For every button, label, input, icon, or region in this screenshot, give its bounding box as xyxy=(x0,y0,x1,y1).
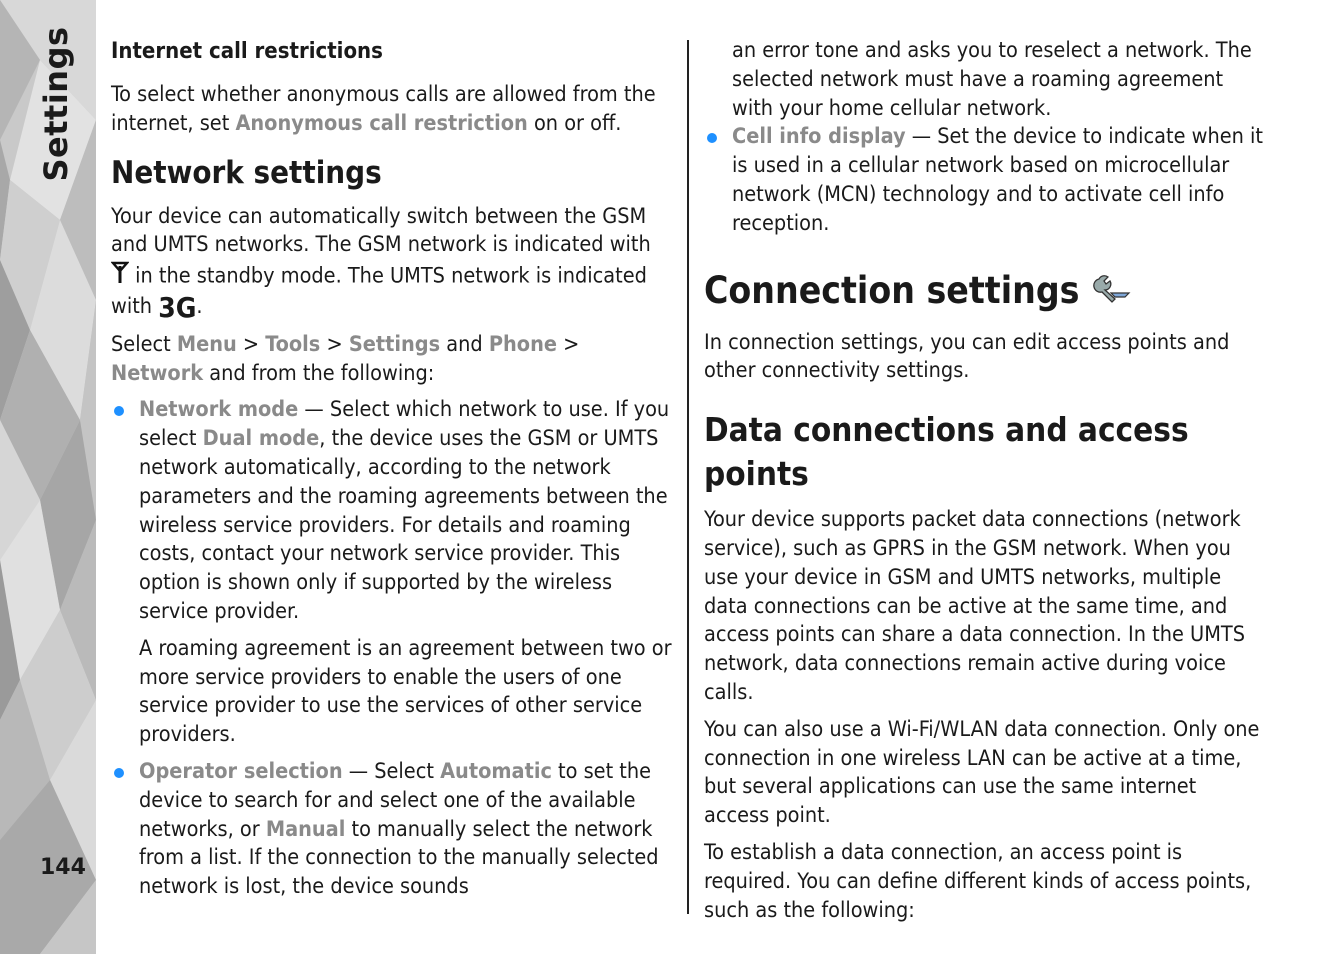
network-paragraph xyxy=(111,203,673,323)
path-separator: > xyxy=(320,331,349,357)
text: . xyxy=(196,293,203,319)
path-separator: > xyxy=(556,331,580,357)
bullet-dot xyxy=(114,406,124,416)
data-paragraph-3: To establish a data connection, an access point is required. You can define different kinds of access points, such as the following: xyxy=(704,839,1252,923)
text: on or off. xyxy=(527,110,622,136)
3g-icon: 3G xyxy=(158,290,197,324)
heading-connection-settings: Connection settings xyxy=(704,268,1080,312)
text: Select xyxy=(111,331,177,357)
heading-data-connections: Data connections and access points xyxy=(704,410,1189,494)
wrench-icon xyxy=(1093,267,1133,315)
text: to set the device to search for and select one of the available networks, or xyxy=(139,758,652,842)
list-item-network-mode xyxy=(111,396,673,626)
data-paragraph-1: Your device supports packet data connections (network service), such as GPRS in the GSM network. When you use your device in GSM and UMTS networks, multiple data connections can be active at the same time, and access points can share a data connection. In the UMTS network, data connections remain active during voice calls. xyxy=(704,507,1245,705)
data-paragraph-2: You can also use a Wi-Fi/WLAN data connection. Only one connection in one wireless LAN can be active at a time, but several applications can use the same internet access point. xyxy=(704,716,1260,829)
text: to manually select the network from a list. If the connection to the manually selected network is lost, the device sounds xyxy=(139,816,659,900)
text: To select whether anonymous calls are allowed from the internet, set xyxy=(111,82,656,136)
heading-connection-settings-row xyxy=(704,267,1266,315)
antenna-icon xyxy=(111,260,129,293)
cell-info-display-link: Cell info display xyxy=(732,124,906,150)
left-column xyxy=(111,37,673,902)
heading-network-settings: Network settings xyxy=(111,154,382,191)
text: and from the following: xyxy=(203,360,435,386)
list-item-cell-info-display xyxy=(704,123,1266,238)
text: Your device can automatically switch between the GSM and UMTS networks. The GSM network is indicated with xyxy=(111,203,651,258)
path-network: Network xyxy=(111,360,204,386)
text: and xyxy=(440,331,489,357)
anonymous-call-restriction-link: Anonymous call restriction xyxy=(235,110,528,136)
bullet-dot xyxy=(707,133,717,143)
automatic-link: Automatic xyxy=(440,758,552,784)
text: — Set the device to indicate when it is used in a cellular network based on microcellular network (MCN) technology and to activate cell info reception. xyxy=(732,124,1263,236)
text: — Select which network to use. If you select xyxy=(139,397,670,452)
column-divider xyxy=(687,40,689,914)
path-separator: > xyxy=(236,331,266,357)
path-tools: Tools xyxy=(265,331,321,357)
text: — Select xyxy=(342,758,441,784)
right-column xyxy=(704,37,1266,933)
internet-paragraph xyxy=(111,81,673,139)
bullet-dot xyxy=(114,768,124,778)
heading-internet-call-restrictions: Internet call restrictions xyxy=(111,39,383,64)
operator-continuation: an error tone and asks you to reselect a network. The selected network must have a roaming agreement with your home cellular network. xyxy=(732,38,1252,121)
page-number: 144 xyxy=(40,855,86,880)
path-menu: Menu xyxy=(176,331,237,357)
operator-selection-link: Operator selection xyxy=(139,758,343,784)
text: in the standby mode. The UMTS network is indicated with xyxy=(111,263,647,319)
connection-paragraph: In connection settings, you can edit access points and other connectivity settings. xyxy=(704,329,1230,384)
roaming-note: A roaming agreement is an agreement between two or more service providers to enable the users of one service provider to use the services of other service providers. xyxy=(139,635,672,748)
path-phone: Phone xyxy=(488,331,557,357)
manual-link: Manual xyxy=(265,816,346,842)
text: , the device uses the GSM or UMTS network automatically, according to the network parameters and the roaming agreements between the wireless service providers. For details and roaming costs, contact your network service provider. This option is shown only if supported by the wireless service provider. xyxy=(139,426,668,624)
section-title: Settings xyxy=(37,26,75,182)
network-mode-link: Network mode xyxy=(139,397,299,423)
dual-mode-link: Dual mode xyxy=(202,426,320,452)
list-item-operator-selection xyxy=(111,758,673,902)
path-settings: Settings xyxy=(348,331,441,357)
menu-path-paragraph xyxy=(111,331,673,389)
